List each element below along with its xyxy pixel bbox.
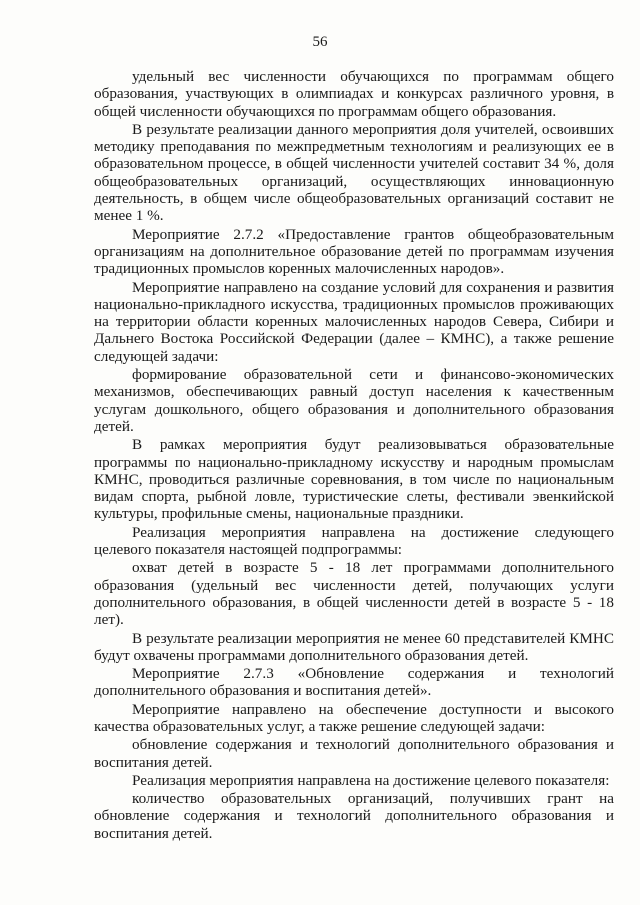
paragraph: В результате реализации данного мероприятия доля учителей, освоивших методику преподавания по межпредметным технологиям и реализующих ее в образовательном процессе, в общей численности учителей составит 34 %, доля общеобразовательных организаций, осуществляющих инновационную деятельность, в общем числе общеобразовательных организаций составит не менее 1 %. <box>94 120 614 225</box>
paragraph: Мероприятие 2.7.2 «Предоставление грантов общеобразовательным организациям на дополнительное образование детей по программам изучения традиционных промыслов коренных малочисленных народов». <box>94 225 614 278</box>
paragraph: количество образовательных организаций, получивших грант на обновление содержания и технологий дополнительного образования и воспитания детей. <box>94 790 614 842</box>
paragraph: В рамках мероприятия будут реализовываться образовательные программы по национально-прикладному искусству и народным промыслам КМНС, проводиться различные соревнования, в том числе по национальным видам спорта, рыбной ловле, туристические слеты, фестивали эвенкийской культуры, профильные смены, национальные праздники. <box>94 436 614 523</box>
paragraph: Мероприятие направлено на создание условий для сохранения и развития национально-прикладного искусства, традиционных промыслов проживающих на территории области коренных малочисленных народов Севера, Сибири и Дальнего Востока Российской Федерации (далее – КМНС), а также решение следующей задачи: <box>94 278 614 365</box>
document-body <box>94 68 614 843</box>
paragraph: охват детей в возрасте 5 - 18 лет программами дополнительного образования (удельный вес численности детей, получающих услуги дополнительного образования, в общей численности детей в возрасте 5 - 18 лет). <box>94 559 614 629</box>
paragraph: Мероприятие 2.7.3 «Обновление содержания и технологий дополнительного образования и воспитания детей». <box>94 665 614 700</box>
paragraph: В результате реализации мероприятия не менее 60 представителей КМНС будут охвачены программами дополнительного образования детей. <box>94 629 614 664</box>
page-number: 56 <box>312 34 328 50</box>
paragraph: обновление содержания и технологий дополнительного образования и воспитания детей. <box>94 736 614 771</box>
paragraph: Мероприятие направлено на обеспечение доступности и высокого качества образовательных услуг, а также решение следующей задачи: <box>94 700 614 735</box>
paragraph: Реализация мероприятия направлена на достижение следующего целевого показателя настоящей подпрограммы: <box>94 523 614 559</box>
paragraph: Реализация мероприятия направлена на достижение целевого показателя: <box>132 771 610 789</box>
paragraph: удельный вес численности обучающихся по программам общего образования, участвующих в олимпиадах и конкурсах различного уровня, в общей численности обучающихся по программам общего образования. <box>94 68 614 120</box>
paragraph: формирование образовательной сети и финансово-экономических механизмов, обеспечивающих равный доступ населения к качественным услугам дошкольного, общего образования и дополнительного образования детей. <box>94 366 614 435</box>
